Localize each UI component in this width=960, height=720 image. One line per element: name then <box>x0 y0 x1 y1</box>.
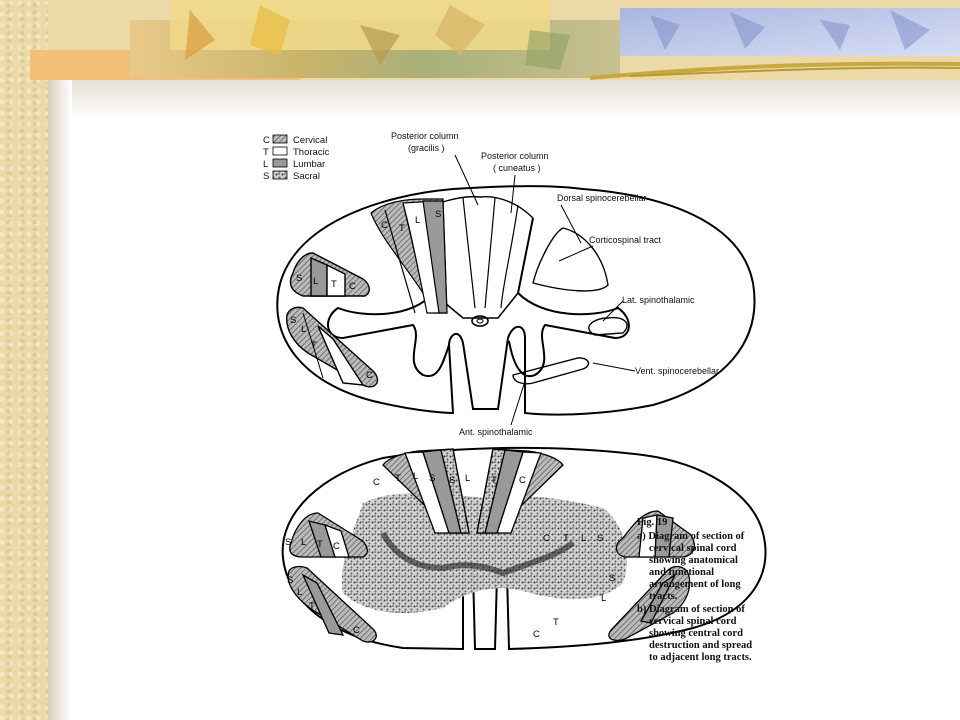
left-spinothalamic-tract <box>287 307 378 386</box>
b-st-l: L <box>297 587 303 598</box>
label-posterior-cuneatus: Posterior column <box>481 151 549 161</box>
b-rlat-s: S <box>597 533 604 544</box>
a-left-c: C <box>349 281 356 292</box>
caption-a-4: and functional <box>649 567 715 578</box>
b-st-t: T <box>309 601 315 612</box>
label-cuneatus: ( cuneatus ) <box>493 163 541 173</box>
b-left-l: L <box>413 471 419 482</box>
b-left-s1: S <box>429 473 436 484</box>
label-corticospinal: Corticospinal tract <box>589 235 662 245</box>
b-rlat-c: C <box>543 533 550 544</box>
a-spino-c: C <box>366 370 373 381</box>
label-dorsal-spinocerebellar: Dorsal spinocerebellar <box>557 193 647 203</box>
b-left-t: T <box>395 473 401 484</box>
b-rst-s: S <box>609 573 616 584</box>
b-rst-t: T <box>553 617 559 628</box>
a-left-l: L <box>313 276 319 287</box>
legend-code-s: S <box>263 171 270 182</box>
caption-a-3: showing anatomical <box>649 555 738 566</box>
caption-a-6: tracts. <box>649 591 678 602</box>
legend-label-cervical: Cervical <box>293 135 328 146</box>
label-ant-spinothalamic: Ant. spinothalamic <box>459 427 533 437</box>
caption-a-1: a) Diagram of section of <box>637 531 745 542</box>
caption-b-2: cervical spinal cord <box>649 616 737 627</box>
legend-swatch-sacral <box>273 171 287 179</box>
label-posterior-gracilis: Posterior column <box>391 131 459 141</box>
b-rlat-t: T <box>563 533 569 544</box>
legend-label-sacral: Sacral <box>293 171 320 182</box>
a-spino-s: S <box>290 315 297 326</box>
right-tracts-a <box>513 228 627 384</box>
b-left-c: C <box>373 477 380 488</box>
decorative-banner <box>30 0 960 80</box>
b-lat-t: T <box>317 539 323 550</box>
legend-code-l: L <box>263 159 269 170</box>
legend-label-lumbar: Lumbar <box>293 159 326 170</box>
b-st-c: C <box>353 625 360 636</box>
legend-label-thoracic: Thoracic <box>293 147 330 158</box>
b-rlat-l: L <box>581 533 587 544</box>
caption-a-2: cervical spinal cord <box>649 543 737 554</box>
caption-b-5: to adjacent long tracts. <box>649 652 752 663</box>
label-lat-spinothalamic: Lat. spinothalamic <box>622 295 695 305</box>
label-vent-spinocerebellar: Vent. spinocerebellar <box>635 366 720 376</box>
legend-code-c: C <box>263 135 270 146</box>
caption-b-1: b) Diagram of section of <box>637 604 745 615</box>
legend-swatch-lumbar <box>273 159 287 167</box>
legend-swatch-thoracic <box>273 147 287 155</box>
b-rst-l: L <box>601 593 607 604</box>
a-left-t: T <box>331 279 337 290</box>
a-gracilis-t: T <box>399 223 405 234</box>
legend <box>263 135 330 182</box>
legend-swatch-cervical <box>273 135 287 143</box>
b-lat-c: C <box>333 541 340 552</box>
label-gracilis: (gracilis ) <box>408 143 445 153</box>
a-left-s: S <box>296 273 303 284</box>
spinal-cord-figure <box>263 113 777 673</box>
b-right-c: C <box>519 475 526 486</box>
legend-code-t: T <box>263 147 269 158</box>
b-mid-l: L <box>465 473 471 484</box>
a-spino-t: T <box>311 340 317 351</box>
caption-b-3: showing central cord <box>649 628 743 639</box>
a-gracilis-s: S <box>435 209 442 220</box>
a-gracilis-c: C <box>381 220 388 231</box>
b-right-t: T <box>491 475 497 486</box>
b-lat-l: L <box>301 537 307 548</box>
a-spino-l: L <box>301 324 307 335</box>
b-rst-c: C <box>533 629 540 640</box>
caption-b-4: destruction and spread <box>649 640 753 651</box>
left-paper-border <box>0 0 48 720</box>
slide-shadow-left <box>48 80 72 720</box>
b-lat-s: S <box>285 537 292 548</box>
a-gracilis-l: L <box>415 215 421 226</box>
caption-fig: Fig. 19 <box>637 517 668 528</box>
b-mid-s: S <box>449 475 456 486</box>
caption-a-5: arrangement of long <box>649 579 741 590</box>
b-st-s: S <box>287 575 294 586</box>
